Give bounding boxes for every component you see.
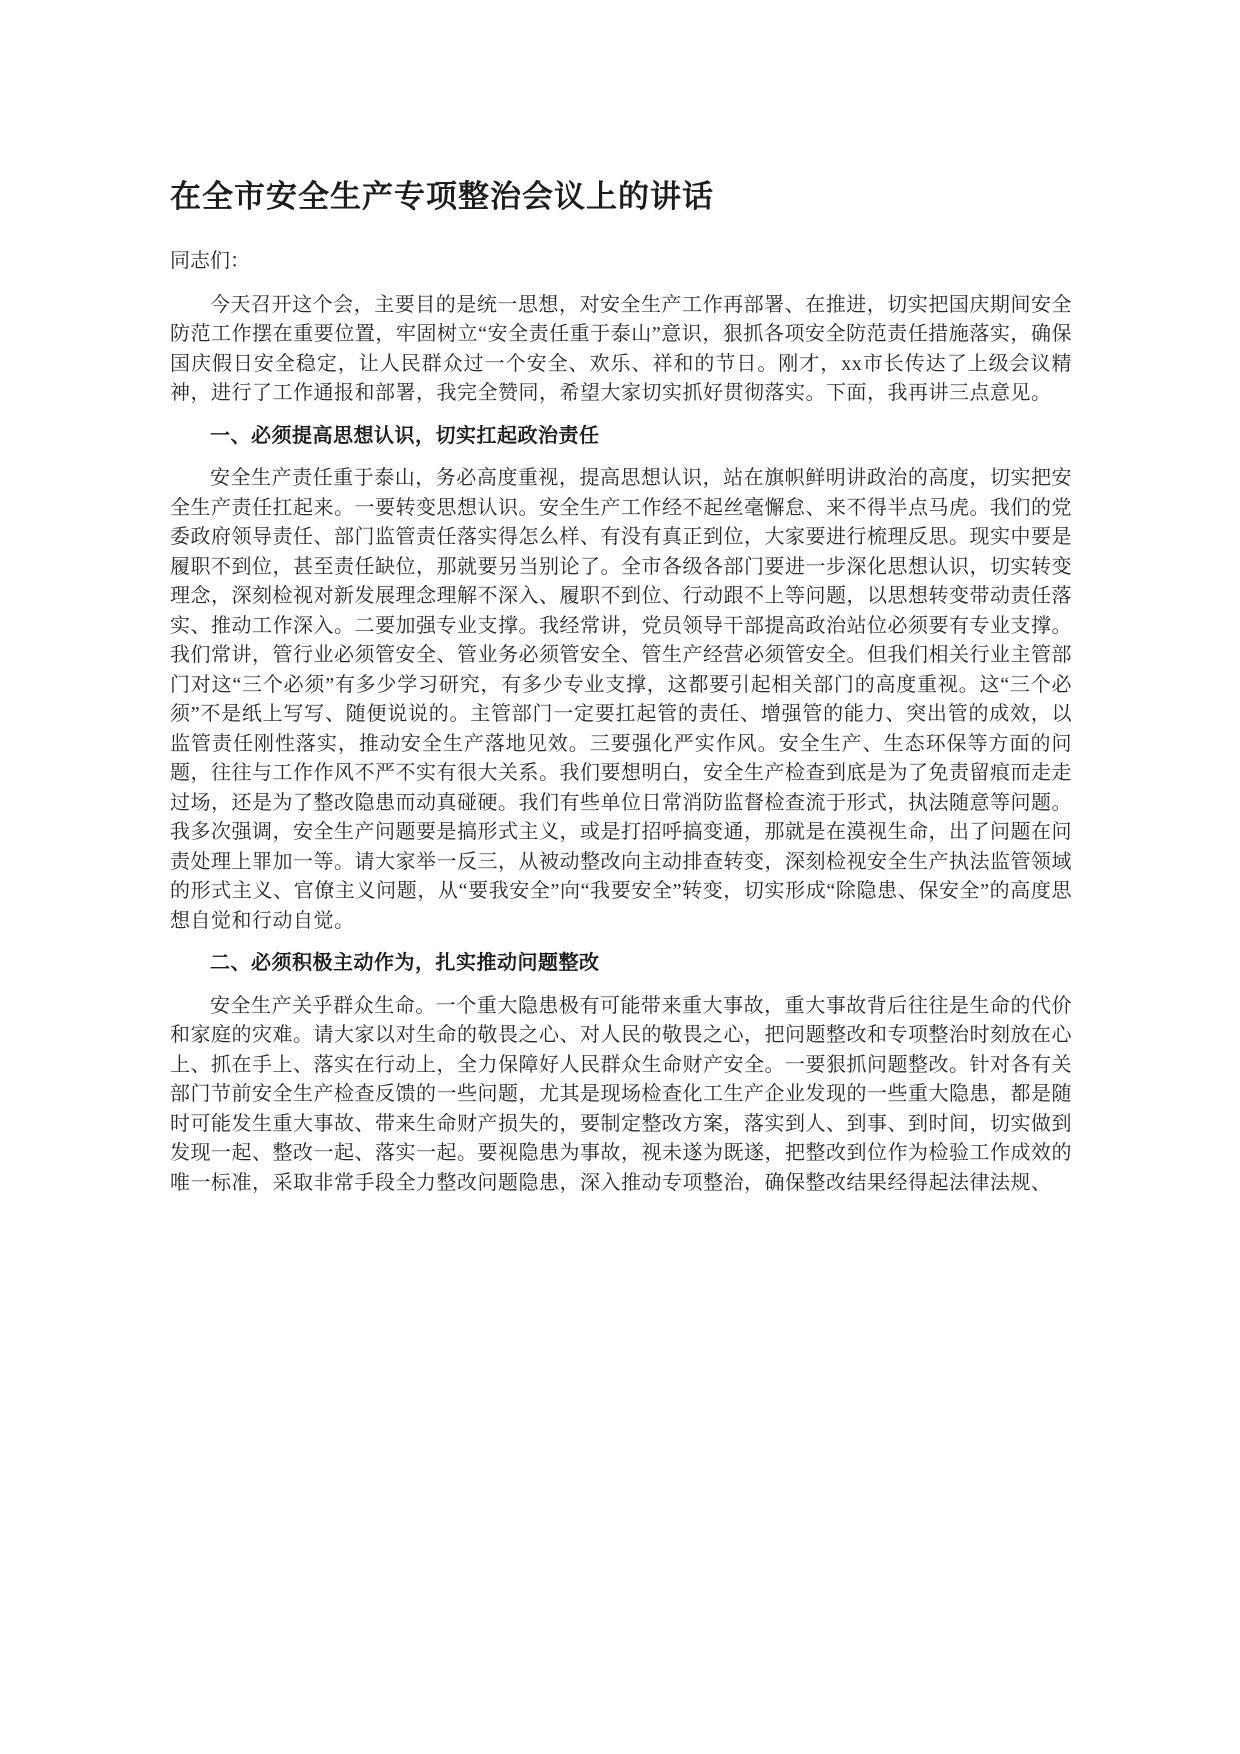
document-content xyxy=(170,178,1072,1199)
body-paragraph: 安全生产关乎群众生命。一个重大隐患极有可能带来重大事故，重大事故背后往往是生命的代价和家庭的灾难。请大家以对生命的敬畏之心、对人民的敬畏之心，把问题整改和专项整治时刻放在心上、抓在手上、落实在行动上，全力保障好人民群众生命财产安全。一要狠抓问题整改。针对各有关部门节前安全生产检查反馈的一些问题，尤其是现场检查化工生产企业发现的一些重大隐患，都是随时可能发生重大事故、带来生命财产损失的，要制定整改方案，落实到人、到事、到时间，切实做到发现一起、整改一起、落实一起。要视隐患为事故，视未遂为既遂，把整改到位作为检验工作成效的唯一标准，采取非常手段全力整改问题隐患，深入推动专项整治，确保整改结果经得起法律法规、 xyxy=(170,994,1072,1194)
body-paragraph: 安全生产责任重于泰山，务必高度重视，提高思想认识，站在旗帜鲜明讲政治的高度，切实把安全生产责任扛起来。一要转变思想认识。安全生产工作经不起丝毫懈怠、来不得半点马虎。我们的党委政府领导责任、部门监管责任落实得怎么样、有没有真正到位，大家要进行梳理反思。现实中要是履职不到位，甚至责任缺位，那就要另当别论了。全市各级各部门要进一步深化思想认识，切实转变理念，深刻检视对新发展理念理解不深入、履职不到位、行动跟不上等问题，以思想转变带动责任落实、推动工作深入。二要加强专业支撑。我经常讲，党员领导干部提高政治站位必须要有专业支撑。我们常讲，管行业必须管安全、管业务必须管安全、管生产经营必须管安全。但我们相关行业主管部门对这“三个必须”有多少学习研究，有多少专业支撑，这都要引起相关部门的高度重视。这“三个必须”不是纸上写写、随便说说的。主管部门一定要扛起管的责任、增强管的能力、突出管的成效，以监管责任刚性落实，推动安全生产落地见效。三要强化严实作风。安全生产、生态环保等方面的问题，往往与工作作风不严不实有很大关系。我们要想明白，安全生产检查到底是为了免责留痕而走走过场，还是为了整改隐患而动真碰硬。我们有些单位日常消防监督检查流于形式，执法随意等问题。我多次强调，安全生产问题要是搞形式主义，或是打招呼搞变通，那就是在漠视生命，出了问题在问责处理上罪加一等。请大家举一反三，从被动整改向主动排查转变，深刻检视安全生产执法监管领域的形式主义、官僚主义问题，从“要我安全”向“我要安全”转变，切实形成“除隐患、保安全”的高度思想自觉和行动自觉。 xyxy=(170,467,1072,932)
document-body xyxy=(170,291,1072,1199)
salutation: 同志们： xyxy=(170,250,250,273)
document-title: 在全市安全生产专项整治会议上的讲话 xyxy=(170,179,714,214)
body-paragraph: 今天召开这个会，主要目的是统一思想，对安全生产工作再部署、在推进，切实把国庆期间安全防范工作摆在重要位置，牢固树立“安全责任重于泰山”意识，狠抓各项安全防范责任措施落实，确保国庆假日安全稳定，让人民群众过一个安全、欢乐、祥和的节日。刚才，xx市长传达了上级会议精神，进行了工作通报和部署，我完全赞同，希望大家切实抓好贯彻落实。下面，我再讲三点意见。 xyxy=(170,293,1072,405)
section-heading: 二、必须积极主动作为，扎实推动问题整改 xyxy=(210,952,600,975)
section-heading: 一、必须提高思想认识，切实扛起政治责任 xyxy=(210,424,600,447)
